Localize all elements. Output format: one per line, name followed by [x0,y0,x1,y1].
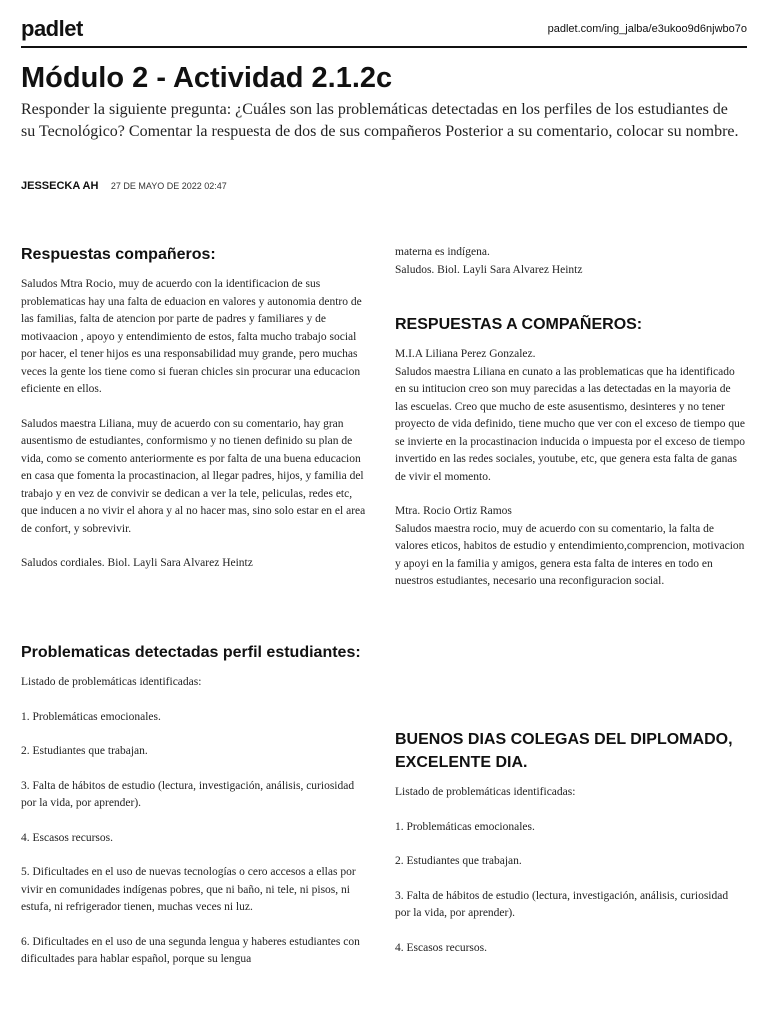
post-paragraph: Saludos cordiales. Biol. Layli Sara Alvarez Heintz [21,557,253,569]
post-paragraph: Saludos maestra Liliana, muy de acuerdo con su comentario, hay gran ausentismo de estudiantes, conformismo y no tienen definido su plan de vida, como se comento anteriormente es por falta de una buena educacion en casa que fomenta la procastinacion, al llegar padres, hijos, y familia del trabajo y en vez de convivir se dedican a ver la tele, peliculas, redes etc, que inducen a no vivir el ahora y al no hacer mas, sino solo estar en el area de confort, y sobrevivir. [21,417,366,535]
post-paragraph: 3. Falta de hábitos de estudio (lectura, investigación, análisis, curiosidad por la vida, por aprender). [21,779,355,809]
post-buenos-dias-colegas[interactable] [395,728,745,957]
post-respuestas-a-companeros[interactable] [395,314,745,591]
post-paragraph: 2. Estudiantes que trabajan. [21,745,148,757]
post-paragraph: 5. Dificultades en el uso de nuevas tecnologías o cero accesos a ellas por vivir en comunidades indígenas pobres, que ni baño, ni tele, ni pisos, ni estufa, ni refrigerador tienen, muchas veces ni luz. [21,866,356,913]
board-description: Responder la siguiente pregunta: ¿Cuáles son las problemáticas detectadas en los perfiles de los estudiantes de su Tecnológico? Comentar la respuesta de dos de sus compañeros Posterior a su comentario, colocar su nombre. [21,101,739,140]
post-title: Respuestas compañeros: [21,246,216,263]
post-title: BUENOS DIAS COLEGAS DEL DIPLOMADO, EXCELENTE DIA. [395,731,733,771]
post-paragraph: materna es indígena. Saludos. Biol. Layli Sara Alvarez Heintz [395,246,583,276]
post-paragraph: 3. Falta de hábitos de estudio (lectura, investigación, análisis, curiosidad por la vida, por aprender). [395,889,729,919]
post-paragraph: Listado de problemáticas identificadas: [395,786,576,798]
post-paragraph: 1. Problemáticas emocionales. [21,710,161,723]
post-paragraph: Mtra. Rocio Ortiz Ramos Saludos maestra rocio, muy de acuerdo con su comentario, la falta de valores eticos, habitos de estudio y entendimiento,comprencion, motivacion y apoyi en la familia y amigos, genera esta falta de interes en todo en nuestros estudiantes, necesario una reconfiguracion social. [395,505,745,587]
padlet-logo[interactable]: padlet [21,16,83,41]
post-paragraph: 1. Problemáticas emocionales. [395,820,535,833]
post-paragraph: Listado de problemáticas identificadas: [21,676,202,688]
board-author: JESSECKA AH [21,180,99,192]
post-respuestas-companeros[interactable] [21,244,371,573]
page-url[interactable]: padlet.com/ing_jalba/e3ukoo9d6njwbo7o [547,23,747,35]
post-paragraph: Saludos Mtra Rocio, muy de acuerdo con la identificacion de sus problematicas hay una falta de eduacion en valores y autonomia dentro de las familias, falta de atencion por parte de padres y familiares y de motivaacion , apoyo y entendimiento de estos, falta mucho trabajo social por hacer, el tener hijos es una responsabilidad muy grande, pero muchas veces la gente los tiene como si fueran chicles sin procurar una educacion eficiente en ellos. [21,278,362,395]
post-paragraph: 6. Dificultades en el uso de una segunda lengua y haberes estudiantes con dificultades para hablar español, porque su lengua [21,935,360,965]
board-title: Módulo 2 - Actividad 2.1.2c [21,62,393,94]
board-meta [21,176,227,194]
post-paragraph: 4. Escasos recursos. [21,831,113,844]
post-paragraph: 2. Estudiantes que trabajan. [395,855,522,867]
post-continuation[interactable] [395,244,745,279]
board-date: 27 DE MAYO DE 2022 02:47 [110,181,227,191]
post-paragraph: 4. Escasos recursos. [395,941,487,954]
top-bar [21,14,747,48]
post-title: Problematicas detectadas perfil estudiantes: [21,644,361,661]
post-problematicas-detectadas[interactable] [21,642,371,986]
post-title: RESPUESTAS A COMPAÑEROS: [395,316,643,333]
post-paragraph: M.I.A Liliana Perez Gonzalez. Saludos maestra Liliana en cunato a las problematicas que ha identificado en su intitucion creo son muy parecidas a las detectadas en la mayoria de las escuelas. Creo que mucho de este asusentismo, desinteres y no tener proyecto de vida definido, tiene mucho que ver con el exceso de tiempo que se invierte en la procastinacion inducida o impuesta por el exceso de tiempo invertido en las redes sociales, youtube, etc, que genera esta falta de ganas de vivir el momento. [395,348,745,483]
